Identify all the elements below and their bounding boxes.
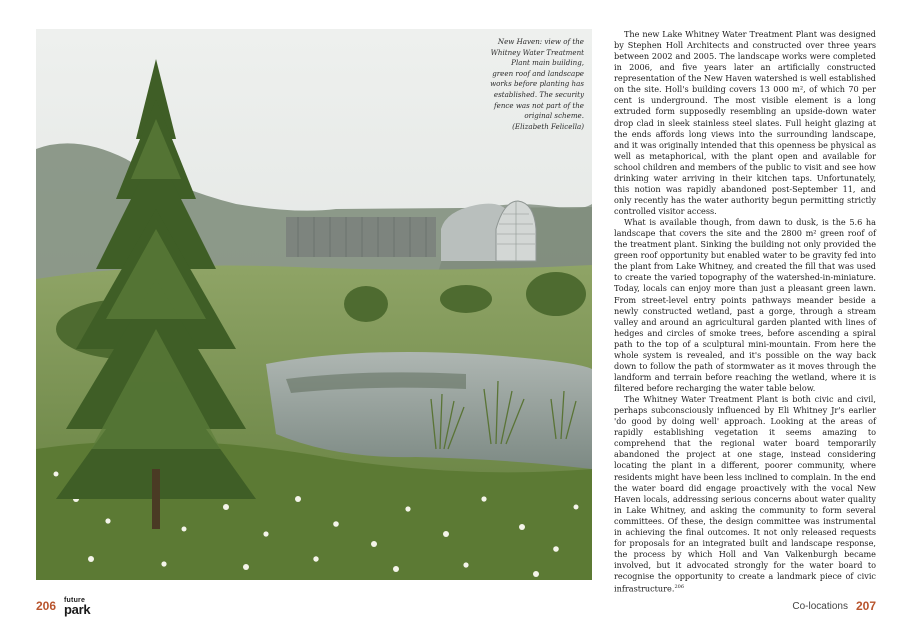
photo-caption: New Haven: view of the Whitney Water Treatment Plant main building, green roof and landscape works before planting has established. The security fence was not part of the original scheme. (Elizabeth Felicella) xyxy=(490,37,584,131)
footer-left xyxy=(36,597,90,615)
paragraph: The new Lake Whitney Water Treatment Plant was designed by Stephen Holl Architects and constructed over three years between 2002 and 2005. The landscape works were completed in 2006, and five years later an artificially constructed representation of the New Haven watershed is well established on the site. Holl's building covers 13 000 m², of which 70 per cent is underground. The most visible element is a long extruded form supposedly resembling an upside-down water drop clad in sleek stainless steel slates. Full height glazing at the ends affords long views into the surrounding landscape, and it was originally intended that this openness be physical as well as metaphorical, with the plant open and available for school children and members of the public to visit and see how drinking water arriving in their kitchen taps. Unfortunately, this notion was rapidly abandoned post-September 11, and only recently has the water authority begun permitting strictly controlled visitor access. xyxy=(614,29,876,216)
paragraph: What is available though, from dawn to dusk, is the 5.6 ha landscape that covers the site and the 2800 m² green roof of the treatment plant. Sinking the building not only provided the green roof opportunity but enabled water to be gravity fed into the plant from Lake Whitney, and created the fill that was used to create the varied topography of the watershed-in-miniature. Today, locals can enjoy more than just a pleasant green lawn. From street-level entry points pathways meander beside a newly constructed wetland, past a gorge, through a stream valley and around an agricultural garden planted with lines of hedges and circles of smoke trees, before ascending a spiral path to the top of a sculptural mini-mountain. From here the whole system is revealed, and it's possible on the way back down to follow the path of stormwater as it moves through the landform and terrain before reaching the wetland, where it is filtered before recharging the water table below. xyxy=(614,217,876,393)
section-title: Co-locations xyxy=(792,600,848,612)
article-body xyxy=(614,29,876,595)
footer-right xyxy=(792,597,876,615)
page-number-right: 207 xyxy=(855,599,876,613)
footnote-reference: 206 xyxy=(674,584,684,591)
paragraph xyxy=(614,394,876,595)
paragraph-text: The Whitney Water Treatment Plant is both civic and civil, perhaps subconsciously influenced by Eli Whitney Jr's earlier 'do good by doing well' approach. Looking at the areas of rapidly establishing vegetation it seems amazing to comprehend that the regional water board temporarily abandoned the project at one stage, instead considering locating the plant in a different, poorer community, where residents might have been less inclined to complain. In the end the water board did engage proactively with the vocal New Haven locals, addressing serious concerns about water quality in Lake Whitney, and asking the community to form several committees. Of these, the design committee was instrumental in achieving the final outcomes. It not only released requests for proposals for an integrated built and landscape response, the process by which Holl and Van Valkenburgh became involved, but it advocated strongly for the water board to recognise the opportunity to create a landmark piece of civic infrastructure. xyxy=(614,394,876,594)
logo-top-word: future xyxy=(64,596,86,604)
landscape-photo xyxy=(36,29,592,580)
book-logo xyxy=(64,597,90,616)
logo-bottom-word: park xyxy=(64,601,91,617)
page-number-left: 206 xyxy=(36,599,57,613)
